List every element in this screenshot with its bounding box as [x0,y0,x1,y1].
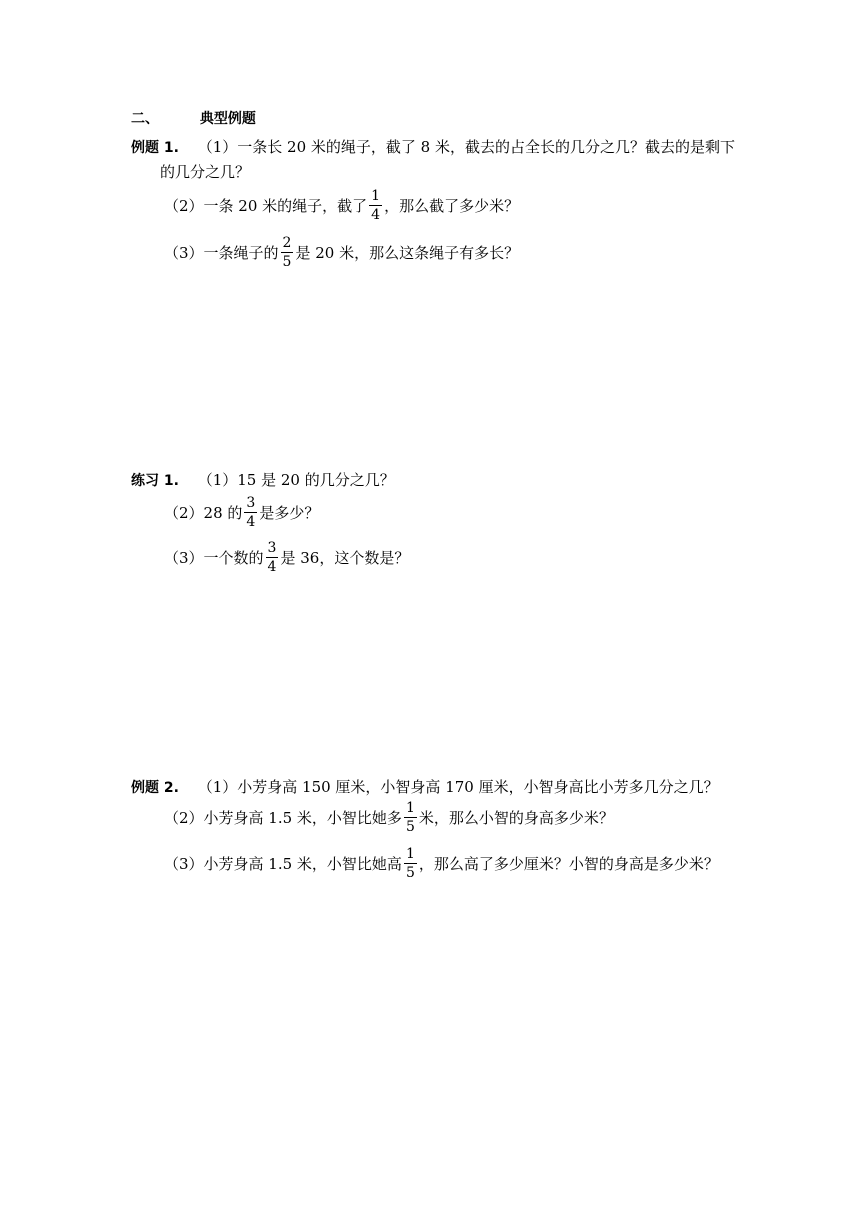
example-2-q2-text: （2）小芳身高 1.5 米，小智比她多 [164,809,402,827]
example-2-q3-text: （3）小芳身高 1.5 米，小智比她高 [164,855,402,873]
fraction-1-5 [404,801,417,834]
fraction-numerator: 1 [405,800,415,816]
example-2-q2-text-end: 米，那么小智的身高多少米？ [418,809,614,827]
fraction-3-4 [266,541,279,574]
example-1-q1: （1）一条长 20 米的绳子，截了 8 米，截去的占全长的几分之几？截去的是剩下 [197,138,735,156]
example-1-label: 例题 1. [131,140,179,156]
fraction-numerator: 3 [267,540,277,556]
example-1-q3-text-end: 是 20 米，那么这条绳子有多长？ [295,244,520,262]
fraction-denominator: 5 [405,865,415,881]
fraction-1-5 [404,847,417,880]
example-2-q2 [164,801,614,834]
example-1-q2 [164,189,519,222]
fraction-numerator: 2 [282,235,292,251]
example-2-q3-text-end: ，那么高了多少厘米？小智的身高是多少米？ [418,855,719,873]
example-2-label: 例题 2. [131,780,179,796]
example-1-line-1 [131,136,735,157]
section-title: 典型例题 [199,111,256,127]
fraction-3-4 [244,496,257,529]
fraction-numerator: 3 [246,495,256,511]
practice-1-q3-text: （3）一个数的 [164,549,264,567]
fraction-numerator: 1 [405,846,415,862]
section-number: 二、 [131,111,159,127]
example-2-q1: （1）小芳身高 150 厘米，小智身高 170 厘米，小智身高比小芳多几分之几？ [197,778,719,796]
fraction-numerator: 1 [371,188,381,204]
practice-1-q3 [164,541,409,574]
practice-1-q2-text-end: 是多少？ [259,504,320,522]
section-heading [131,108,256,128]
example-1-q3 [164,236,519,269]
example-1-q2-text-end: ，那么截了多少米？ [384,197,520,215]
practice-1-q3-text-end: 是 36，这个数是？ [280,549,410,567]
fraction-1-4 [369,189,382,222]
practice-1-line-1 [131,469,395,490]
practice-1-label: 练习 1. [131,473,179,489]
example-1-q2-text: （2）一条 20 米的绳子，截了 [164,197,368,215]
example-2-line-1 [131,776,719,797]
practice-1-q2-text: （2）28 的 [164,504,243,522]
fraction-denominator: 4 [267,559,277,575]
example-1-q3-text: （3）一条绳子的 [164,244,279,262]
practice-1-q2 [164,496,319,529]
practice-1-q1: （1）15 是 20 的几分之几？ [197,471,395,489]
example-1-q1-cont: 的几分之几？ [160,163,251,181]
fraction-denominator: 5 [405,819,415,835]
fraction-2-5 [281,236,294,269]
fraction-denominator: 4 [371,207,381,223]
fraction-denominator: 5 [282,254,292,270]
fraction-denominator: 4 [246,514,256,530]
example-2-q3 [164,847,719,880]
